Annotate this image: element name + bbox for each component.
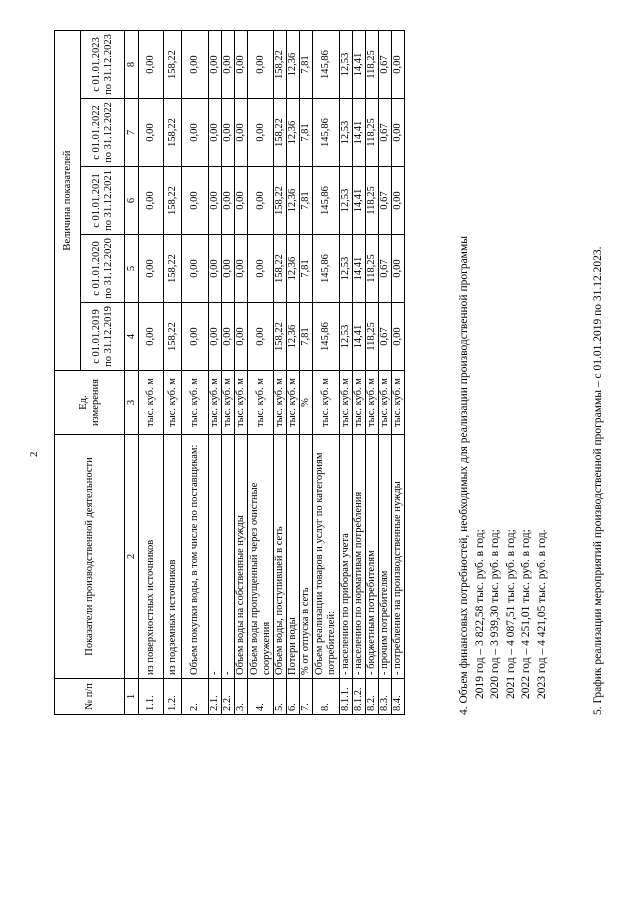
row-number: 8.4. — [392, 679, 405, 715]
row-value: 0,00 — [235, 31, 248, 99]
table-row — [392, 31, 405, 715]
col-number: 6 — [125, 167, 139, 235]
row-value: 0,00 — [392, 99, 405, 167]
row-value: 0,00 — [248, 99, 274, 167]
row-unit: тыс. куб. м — [235, 371, 248, 435]
row-value: 0,00 — [235, 99, 248, 167]
row-value: 145,86 — [313, 99, 340, 167]
financial-needs-section — [457, 236, 550, 715]
header-period: с 01.01.2023 по 31.12.2023 — [81, 31, 125, 99]
row-value: 0,00 — [222, 235, 235, 303]
row-unit: тыс. куб. м — [287, 371, 300, 435]
table-row — [313, 31, 340, 715]
row-value: 0,00 — [139, 167, 164, 235]
header-row-col-numbers — [125, 31, 139, 715]
row-value: 0,67 — [379, 235, 392, 303]
row-unit: тыс. куб. м — [313, 371, 340, 435]
row-number: 4. — [248, 679, 274, 715]
row-value: 158,22 — [164, 31, 182, 99]
row-number: 5. — [274, 679, 287, 715]
row-indicator: Объем реализации товаров и услуг по категориям потребителей: — [313, 435, 340, 679]
row-unit: тыс. куб. м — [164, 371, 182, 435]
row-number: 7. — [300, 679, 313, 715]
row-value: 12,36 — [287, 235, 300, 303]
page-number: 2 — [28, 451, 40, 457]
row-unit: тыс. куб. м — [182, 371, 209, 435]
row-value: 0,00 — [209, 167, 222, 235]
row-value: 158,22 — [274, 167, 287, 235]
table-row — [182, 31, 209, 715]
schedule-line: 5. График реализации мероприятий производственной программы – с 01.01.2019 по 31.12.2023. — [592, 246, 604, 715]
row-unit: тыс. куб. м — [139, 371, 164, 435]
row-value: 145,86 — [313, 31, 340, 99]
row-indicator: Объем воды на собственные нужды — [235, 435, 248, 679]
production-indicators-table — [54, 30, 405, 715]
col-number: 8 — [125, 31, 139, 99]
row-value: 14,41 — [353, 31, 366, 99]
row-value: 118,25 — [366, 31, 379, 99]
row-indicator: - — [209, 435, 222, 679]
row-value: 0,00 — [235, 303, 248, 371]
table-row — [274, 31, 287, 715]
row-value: 0,00 — [139, 99, 164, 167]
col-number: 4 — [125, 303, 139, 371]
row-indicator: - прочим потребителям — [379, 435, 392, 679]
row-number: 3. — [235, 679, 248, 715]
row-value: 0,00 — [209, 31, 222, 99]
row-value: 118,25 — [366, 99, 379, 167]
row-value: 14,41 — [353, 303, 366, 371]
row-unit: тыс. куб. м — [274, 371, 287, 435]
row-number: 2. — [182, 679, 209, 715]
row-number: 1.2. — [164, 679, 182, 715]
row-value: 0,00 — [139, 235, 164, 303]
row-indicator: Объем воды, поступившей в сеть — [274, 435, 287, 679]
row-value: 0,00 — [248, 303, 274, 371]
table-row — [287, 31, 300, 715]
row-value: 7,81 — [300, 235, 313, 303]
table-row — [222, 31, 235, 715]
row-value: 0,00 — [392, 167, 405, 235]
row-indicator: Объем воды пропущенный через очистные сооружения — [248, 435, 274, 679]
row-value: 0,00 — [209, 235, 222, 303]
row-value: 0,67 — [379, 99, 392, 167]
header-indicator: Показатели производственной деятельности — [55, 435, 125, 679]
row-number: 6. — [287, 679, 300, 715]
table-row — [379, 31, 392, 715]
row-value: 0,00 — [235, 235, 248, 303]
table-row — [300, 31, 313, 715]
header-unit: Ед. измерения — [55, 371, 125, 435]
table-body — [55, 31, 405, 715]
row-value: 145,86 — [313, 235, 340, 303]
row-indicator: - населению по нормативам потребления — [353, 435, 366, 679]
row-value: 12,36 — [287, 167, 300, 235]
row-unit: тыс. куб. м — [209, 371, 222, 435]
row-indicator: Объем покупки воды, в том числе по поставщикам: — [182, 435, 209, 679]
col-number: 5 — [125, 235, 139, 303]
row-value: 158,22 — [274, 31, 287, 99]
row-value: 7,81 — [300, 31, 313, 99]
row-value: 0,00 — [182, 167, 209, 235]
row-unit: тыс. куб. м — [222, 371, 235, 435]
table-row — [235, 31, 248, 715]
row-value: 158,22 — [274, 99, 287, 167]
row-value: 12,53 — [340, 303, 353, 371]
row-number: 8.2. — [366, 679, 379, 715]
row-value: 14,41 — [353, 167, 366, 235]
row-value: 158,22 — [164, 235, 182, 303]
row-value: 118,25 — [366, 235, 379, 303]
row-value: 0,00 — [182, 31, 209, 99]
row-indicator: из подземных источников — [164, 435, 182, 679]
row-value: 0,00 — [248, 167, 274, 235]
row-value: 118,25 — [366, 167, 379, 235]
row-unit: тыс. куб. м — [379, 371, 392, 435]
row-value: 7,81 — [300, 303, 313, 371]
row-value: 12,36 — [287, 99, 300, 167]
row-value: 0,00 — [139, 31, 164, 99]
table-row — [139, 31, 164, 715]
row-value: 0,00 — [392, 303, 405, 371]
row-indicator: % от отпуска в сеть — [300, 435, 313, 679]
row-unit: тыс. куб. м — [392, 371, 405, 435]
row-unit: тыс. куб. м — [366, 371, 379, 435]
financial-year-line: 2019 год – 3 822,58 тыс. руб. в год; — [473, 529, 486, 699]
row-indicator: - — [222, 435, 235, 679]
table-row — [366, 31, 379, 715]
row-value: 0,00 — [182, 303, 209, 371]
financial-year-line: 2021 год – 4 087,51 тыс. руб. в год; — [504, 529, 517, 699]
row-unit: тыс. куб. м — [353, 371, 366, 435]
col-number: 7 — [125, 99, 139, 167]
row-value: 0,67 — [379, 303, 392, 371]
financial-year-line: 2020 год – 3 939,30 тыс. руб. в год; — [489, 529, 501, 699]
row-value: 0,00 — [222, 99, 235, 167]
row-value: 0,00 — [248, 235, 274, 303]
table-row — [209, 31, 222, 715]
row-value: 14,41 — [353, 235, 366, 303]
financial-needs-heading: 4. Объем финансовых потребностей, необходимых для реализации производственной программы — [458, 236, 470, 715]
row-value: 12,53 — [340, 99, 353, 167]
row-value: 12,53 — [340, 235, 353, 303]
row-value: 0,67 — [379, 31, 392, 99]
row-number: 8.3. — [379, 679, 392, 715]
row-value: 0,67 — [379, 167, 392, 235]
header-period: с 01.01.2019 по 31.12.2019 — [81, 303, 125, 371]
col-number: 2 — [125, 435, 139, 679]
row-value: 0,00 — [235, 167, 248, 235]
row-value: 12,53 — [340, 167, 353, 235]
row-number: 8.1.2. — [353, 679, 366, 715]
row-value: 158,22 — [164, 167, 182, 235]
row-value: 158,22 — [164, 99, 182, 167]
row-number: 2.2. — [222, 679, 235, 715]
table-row — [248, 31, 274, 715]
row-indicator: Потери воды — [287, 435, 300, 679]
row-value: 158,22 — [274, 303, 287, 371]
col-number: 3 — [125, 371, 139, 435]
row-value: 0,00 — [182, 235, 209, 303]
table-row — [164, 31, 182, 715]
header-num: № п/п — [55, 679, 125, 715]
row-unit: тыс. куб. м — [248, 371, 274, 435]
row-value: 118,25 — [366, 303, 379, 371]
header-period: с 01.01.2022 по 31.12.2022 — [81, 99, 125, 167]
financial-year-line: 2023 год – 4 421,05 тыс. руб. в год. — [535, 529, 548, 699]
row-number: 1.1. — [139, 679, 164, 715]
row-number: 8.1.1. — [340, 679, 353, 715]
row-indicator: - бюджетным потребителям — [366, 435, 379, 679]
row-value: 145,86 — [313, 303, 340, 371]
row-value: 0,00 — [392, 235, 405, 303]
row-number: 2.1. — [209, 679, 222, 715]
row-value: 7,81 — [300, 167, 313, 235]
row-value: 0,00 — [209, 303, 222, 371]
header-period: с 01.01.2021 по 31.12.2021 — [81, 167, 125, 235]
row-value: 7,81 — [300, 99, 313, 167]
row-value: 0,00 — [209, 99, 222, 167]
row-indicator: из поверхностных источников — [139, 435, 164, 679]
row-value: 0,00 — [222, 31, 235, 99]
row-value: 12,36 — [287, 31, 300, 99]
row-value: 12,36 — [287, 303, 300, 371]
row-value: 0,00 — [248, 31, 274, 99]
row-value: 0,00 — [222, 303, 235, 371]
row-number: 8. — [313, 679, 340, 715]
row-value: 158,22 — [274, 235, 287, 303]
row-value: 0,00 — [392, 31, 405, 99]
header-row-top — [55, 31, 81, 715]
row-value: 0,00 — [182, 99, 209, 167]
row-unit: % — [300, 371, 313, 435]
row-value: 0,00 — [139, 303, 164, 371]
header-values-group: Величина показателей — [55, 31, 81, 371]
row-indicator: - населению по приборам учета — [340, 435, 353, 679]
row-value: 12,53 — [340, 31, 353, 99]
col-number: 1 — [125, 679, 139, 715]
row-indicator: - потребление на производственные нужды — [392, 435, 405, 679]
row-value: 145,86 — [313, 167, 340, 235]
row-value: 0,00 — [222, 167, 235, 235]
row-value: 158,22 — [164, 303, 182, 371]
financial-year-line: 2022 год – 4 251,01 тыс. руб. в год; — [520, 529, 532, 699]
table-row — [353, 31, 366, 715]
header-period: с 01.01.2020 по 31.12.2020 — [81, 235, 125, 303]
table-row — [340, 31, 353, 715]
row-unit: тыс. куб. м — [340, 371, 353, 435]
row-value: 14,41 — [353, 99, 366, 167]
